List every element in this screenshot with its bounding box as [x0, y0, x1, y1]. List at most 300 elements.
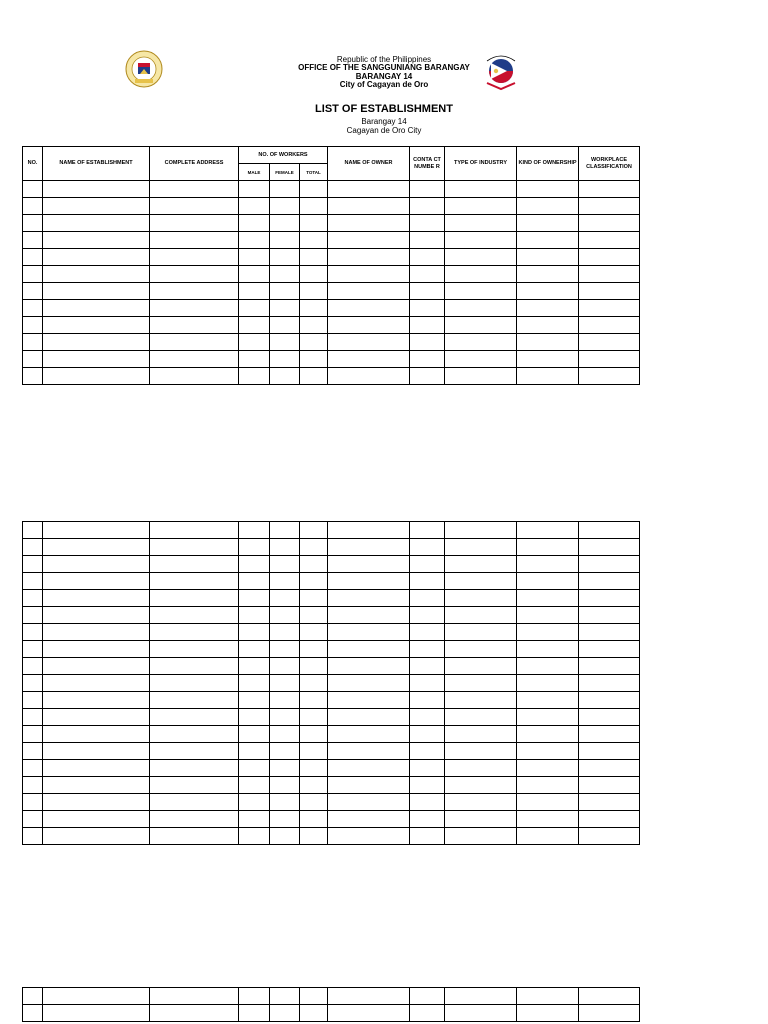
table-cell: [328, 675, 410, 692]
table-cell: [445, 351, 517, 368]
table-cell: [239, 317, 270, 334]
table-cell: [517, 760, 579, 777]
table-cell: [410, 828, 445, 845]
table-cell: [300, 760, 328, 777]
table-cell: [300, 232, 328, 249]
table-cell: [43, 368, 150, 385]
table-cell: [300, 181, 328, 198]
table-cell: [270, 1005, 300, 1022]
table-cell: [328, 760, 410, 777]
table-row: [23, 539, 640, 556]
table-cell: [445, 573, 517, 590]
table-cell: [239, 811, 270, 828]
table-row: [23, 760, 640, 777]
table-row: [23, 368, 640, 385]
table-cell: [410, 607, 445, 624]
table-cell: [23, 334, 43, 351]
table-cell: [150, 811, 239, 828]
table-cell: [517, 828, 579, 845]
table-cell: [328, 607, 410, 624]
col-classification: WORKPLACE CLASSIFICATION: [579, 147, 640, 181]
col-industry: TYPE OF INDUSTRY: [445, 147, 517, 181]
table-cell: [150, 692, 239, 709]
table-cell: [23, 675, 43, 692]
table-cell: [150, 215, 239, 232]
table-cell: [150, 351, 239, 368]
table-cell: [517, 334, 579, 351]
table-cell: [445, 198, 517, 215]
table-cell: [410, 777, 445, 794]
table-row: [23, 522, 640, 539]
table-cell: [150, 641, 239, 658]
table-cell: [579, 743, 640, 760]
table-cell: [517, 777, 579, 794]
establishment-table-3: [22, 987, 640, 1022]
table-cell: [150, 760, 239, 777]
table-cell: [43, 556, 150, 573]
table-row: [23, 794, 640, 811]
table-cell: [270, 641, 300, 658]
table-cell: [239, 607, 270, 624]
table-cell: [517, 794, 579, 811]
table-cell: [579, 590, 640, 607]
table-cell: [43, 624, 150, 641]
table-cell: [270, 249, 300, 266]
table-cell: [270, 266, 300, 283]
table-row: [23, 573, 640, 590]
table-cell: [445, 726, 517, 743]
table-cell: [328, 556, 410, 573]
table-row: [23, 249, 640, 266]
table-cell: [23, 1005, 43, 1022]
table-cell: [300, 300, 328, 317]
table-cell: [23, 624, 43, 641]
table-cell: [150, 675, 239, 692]
table-cell: [328, 283, 410, 300]
table-cell: [23, 794, 43, 811]
table-cell: [410, 743, 445, 760]
table-cell: [239, 1005, 270, 1022]
table-cell: [270, 726, 300, 743]
table-cell: [150, 317, 239, 334]
table-cell: [410, 1005, 445, 1022]
table-cell: [43, 988, 150, 1005]
table-cell: [270, 811, 300, 828]
table-cell: [270, 522, 300, 539]
table-cell: [43, 692, 150, 709]
col-female: FEMALE: [270, 164, 300, 181]
table-cell: [328, 249, 410, 266]
table-row: [23, 811, 640, 828]
table-cell: [328, 198, 410, 215]
table-cell: [150, 334, 239, 351]
table-row: [23, 556, 640, 573]
table-cell: [328, 590, 410, 607]
table-row: [23, 198, 640, 215]
table-cell: [270, 368, 300, 385]
table-cell: [410, 334, 445, 351]
table-cell: [300, 828, 328, 845]
table-cell: [300, 641, 328, 658]
table-cell: [300, 522, 328, 539]
table-cell: [410, 181, 445, 198]
table-cell: [23, 215, 43, 232]
table-row: [23, 692, 640, 709]
table-cell: [517, 743, 579, 760]
table-cell: [270, 198, 300, 215]
table-cell: [579, 266, 640, 283]
table-cell: [239, 988, 270, 1005]
table-cell: [300, 317, 328, 334]
table-cell: [239, 181, 270, 198]
table-cell: [150, 658, 239, 675]
table-cell: [300, 658, 328, 675]
table-cell: [239, 777, 270, 794]
table-cell: [517, 556, 579, 573]
table-cell: [410, 573, 445, 590]
table-cell: [43, 658, 150, 675]
table-cell: [300, 794, 328, 811]
table-cell: [328, 828, 410, 845]
table-cell: [270, 232, 300, 249]
table-cell: [300, 988, 328, 1005]
table-cell: [579, 249, 640, 266]
republic-line: Republic of the Philippines: [336, 55, 432, 64]
table-cell: [239, 573, 270, 590]
table-cell: [517, 522, 579, 539]
table-cell: [579, 658, 640, 675]
table-cell: [150, 368, 239, 385]
table-cell: [328, 317, 410, 334]
table-cell: [579, 828, 640, 845]
table-cell: [239, 300, 270, 317]
table-cell: [328, 624, 410, 641]
table-cell: [517, 368, 579, 385]
table-cell: [300, 777, 328, 794]
table-cell: [239, 368, 270, 385]
table-cell: [23, 181, 43, 198]
table-cell: [23, 709, 43, 726]
table-cell: [150, 198, 239, 215]
table-cell: [270, 624, 300, 641]
table-cell: [270, 539, 300, 556]
table-cell: [328, 232, 410, 249]
col-contact: CONTA CT NUMBE R: [410, 147, 445, 181]
table-cell: [445, 539, 517, 556]
table-cell: [270, 675, 300, 692]
table-cell: [517, 198, 579, 215]
table-cell: [270, 658, 300, 675]
table-cell: [150, 283, 239, 300]
table-cell: [517, 283, 579, 300]
table-row: [23, 828, 640, 845]
table-cell: [579, 760, 640, 777]
table-cell: [43, 1005, 150, 1022]
table-cell: [43, 743, 150, 760]
table-row: [23, 709, 640, 726]
table-cell: [410, 215, 445, 232]
table-cell: [410, 658, 445, 675]
table-cell: [239, 283, 270, 300]
table-cell: [239, 709, 270, 726]
page-title: LIST OF ESTABLISHMENT: [315, 103, 453, 115]
table-cell: [410, 351, 445, 368]
table-cell: [445, 266, 517, 283]
table-cell: [270, 777, 300, 794]
table-cell: [239, 351, 270, 368]
table-cell: [270, 300, 300, 317]
table-cell: [150, 828, 239, 845]
table-cell: [23, 692, 43, 709]
table-cell: [445, 743, 517, 760]
table-cell: [23, 590, 43, 607]
table-cell: [445, 300, 517, 317]
table-cell: [270, 828, 300, 845]
table-cell: [445, 777, 517, 794]
table-cell: [23, 658, 43, 675]
table-cell: [270, 988, 300, 1005]
table-cell: [150, 556, 239, 573]
city-line: City of Cagayan de Oro: [339, 80, 429, 89]
table-cell: [328, 266, 410, 283]
table-cell: [579, 692, 640, 709]
table-cell: [517, 300, 579, 317]
table-cell: [23, 777, 43, 794]
table-cell: [328, 658, 410, 675]
col-total: TOTAL: [300, 164, 328, 181]
table-cell: [579, 556, 640, 573]
table-cell: [517, 658, 579, 675]
table-cell: [300, 692, 328, 709]
table-cell: [270, 317, 300, 334]
table-cell: [43, 675, 150, 692]
table-cell: [410, 232, 445, 249]
table-cell: [579, 641, 640, 658]
table-cell: [410, 300, 445, 317]
table-cell: [517, 317, 579, 334]
table-cell: [150, 266, 239, 283]
table-cell: [579, 283, 640, 300]
table-cell: [23, 368, 43, 385]
table-cell: [300, 743, 328, 760]
table-cell: [517, 249, 579, 266]
table-cell: [300, 368, 328, 385]
table-cell: [410, 249, 445, 266]
table-cell: [43, 590, 150, 607]
table-cell: [300, 249, 328, 266]
table-row: [23, 641, 640, 658]
table-cell: [43, 726, 150, 743]
table-cell: [328, 300, 410, 317]
subtitle-city: Cagayan de Oro City: [346, 126, 422, 135]
table-cell: [23, 198, 43, 215]
table-cell: [445, 317, 517, 334]
table-row: [23, 181, 640, 198]
table-cell: [239, 522, 270, 539]
table-cell: [445, 590, 517, 607]
table-cell: [410, 624, 445, 641]
table-cell: [23, 726, 43, 743]
table-cell: [43, 300, 150, 317]
table-cell: [150, 624, 239, 641]
table-cell: [328, 777, 410, 794]
table-cell: [150, 573, 239, 590]
table-cell: [517, 539, 579, 556]
table-cell: [270, 573, 300, 590]
table-cell: [23, 317, 43, 334]
table-cell: [270, 181, 300, 198]
table-cell: [328, 1005, 410, 1022]
table-cell: [23, 539, 43, 556]
table-cell: [517, 1005, 579, 1022]
table-row: [23, 675, 640, 692]
table-cell: [300, 675, 328, 692]
table-cell: [445, 334, 517, 351]
table-cell: [579, 811, 640, 828]
table-cell: [410, 266, 445, 283]
table-cell: [579, 317, 640, 334]
table-cell: [239, 760, 270, 777]
table-cell: [43, 351, 150, 368]
table-cell: [517, 573, 579, 590]
table-row: [23, 607, 640, 624]
table-cell: [328, 794, 410, 811]
col-name: NAME OF ESTABLISHMENT: [43, 147, 150, 181]
table-cell: [328, 692, 410, 709]
table-cell: [150, 1005, 239, 1022]
table-cell: [270, 556, 300, 573]
table-cell: [445, 283, 517, 300]
table-cell: [410, 692, 445, 709]
table-cell: [579, 777, 640, 794]
table-cell: [239, 266, 270, 283]
table-cell: [445, 988, 517, 1005]
table-cell: [300, 624, 328, 641]
table-cell: [579, 726, 640, 743]
table-row: [23, 300, 640, 317]
table-cell: [517, 181, 579, 198]
col-workers: NO. OF WORKERS: [239, 147, 328, 164]
table-cell: [239, 828, 270, 845]
table-cell: [410, 590, 445, 607]
table-cell: [579, 181, 640, 198]
table-cell: [328, 726, 410, 743]
table-row: [23, 624, 640, 641]
table-cell: [300, 283, 328, 300]
barangay-line: BARANGAY 14: [355, 72, 413, 81]
table-cell: [239, 743, 270, 760]
table-cell: [43, 760, 150, 777]
table-cell: [239, 590, 270, 607]
table-cell: [579, 522, 640, 539]
table-cell: [579, 198, 640, 215]
table-cell: [23, 249, 43, 266]
table-row: [23, 283, 640, 300]
table-cell: [410, 317, 445, 334]
table-cell: [23, 556, 43, 573]
table-cell: [300, 811, 328, 828]
table-cell: [43, 777, 150, 794]
table-cell: [270, 607, 300, 624]
table-cell: [150, 590, 239, 607]
table-cell: [43, 334, 150, 351]
table-cell: [328, 215, 410, 232]
establishment-table-2: [22, 521, 640, 845]
table-cell: [239, 198, 270, 215]
table-row: [23, 317, 640, 334]
table-cell: [239, 249, 270, 266]
table-cell: [517, 232, 579, 249]
table-cell: [579, 709, 640, 726]
table-cell: [300, 726, 328, 743]
table-row: [23, 658, 640, 675]
table-cell: [445, 709, 517, 726]
table-cell: [23, 607, 43, 624]
table-cell: [239, 658, 270, 675]
table-cell: [410, 709, 445, 726]
table-cell: [328, 743, 410, 760]
table-cell: [23, 300, 43, 317]
table-cell: [300, 198, 328, 215]
table-cell: [579, 334, 640, 351]
table-cell: [300, 556, 328, 573]
table-cell: [410, 760, 445, 777]
table-cell: [23, 266, 43, 283]
table-cell: [579, 573, 640, 590]
table-cell: [23, 283, 43, 300]
table-cell: [328, 988, 410, 1005]
table-cell: [270, 351, 300, 368]
table-cell: [517, 351, 579, 368]
table-cell: [445, 522, 517, 539]
table-row: [23, 351, 640, 368]
table-cell: [410, 811, 445, 828]
table-cell: [300, 351, 328, 368]
table-cell: [517, 988, 579, 1005]
table-cell: [328, 181, 410, 198]
table-row: [23, 726, 640, 743]
table-cell: [23, 988, 43, 1005]
col-no: NO.: [23, 147, 43, 181]
table-cell: [43, 539, 150, 556]
table-cell: [445, 794, 517, 811]
table-cell: [150, 539, 239, 556]
table-cell: [150, 181, 239, 198]
table-row: [23, 215, 640, 232]
subtitle-barangay: Barangay 14: [361, 117, 407, 126]
table-cell: [445, 692, 517, 709]
table-cell: [410, 368, 445, 385]
table-cell: [445, 607, 517, 624]
table-cell: [328, 334, 410, 351]
table-cell: [579, 607, 640, 624]
table-cell: [517, 709, 579, 726]
table-cell: [150, 607, 239, 624]
table-cell: [239, 232, 270, 249]
table-cell: [300, 266, 328, 283]
table-cell: [239, 624, 270, 641]
table-cell: [579, 675, 640, 692]
table-cell: [445, 675, 517, 692]
table-cell: [43, 283, 150, 300]
table-cell: [150, 777, 239, 794]
table-cell: [410, 522, 445, 539]
table-cell: [445, 368, 517, 385]
table-cell: [270, 334, 300, 351]
table-cell: [239, 334, 270, 351]
table-cell: [517, 692, 579, 709]
table-cell: [270, 692, 300, 709]
